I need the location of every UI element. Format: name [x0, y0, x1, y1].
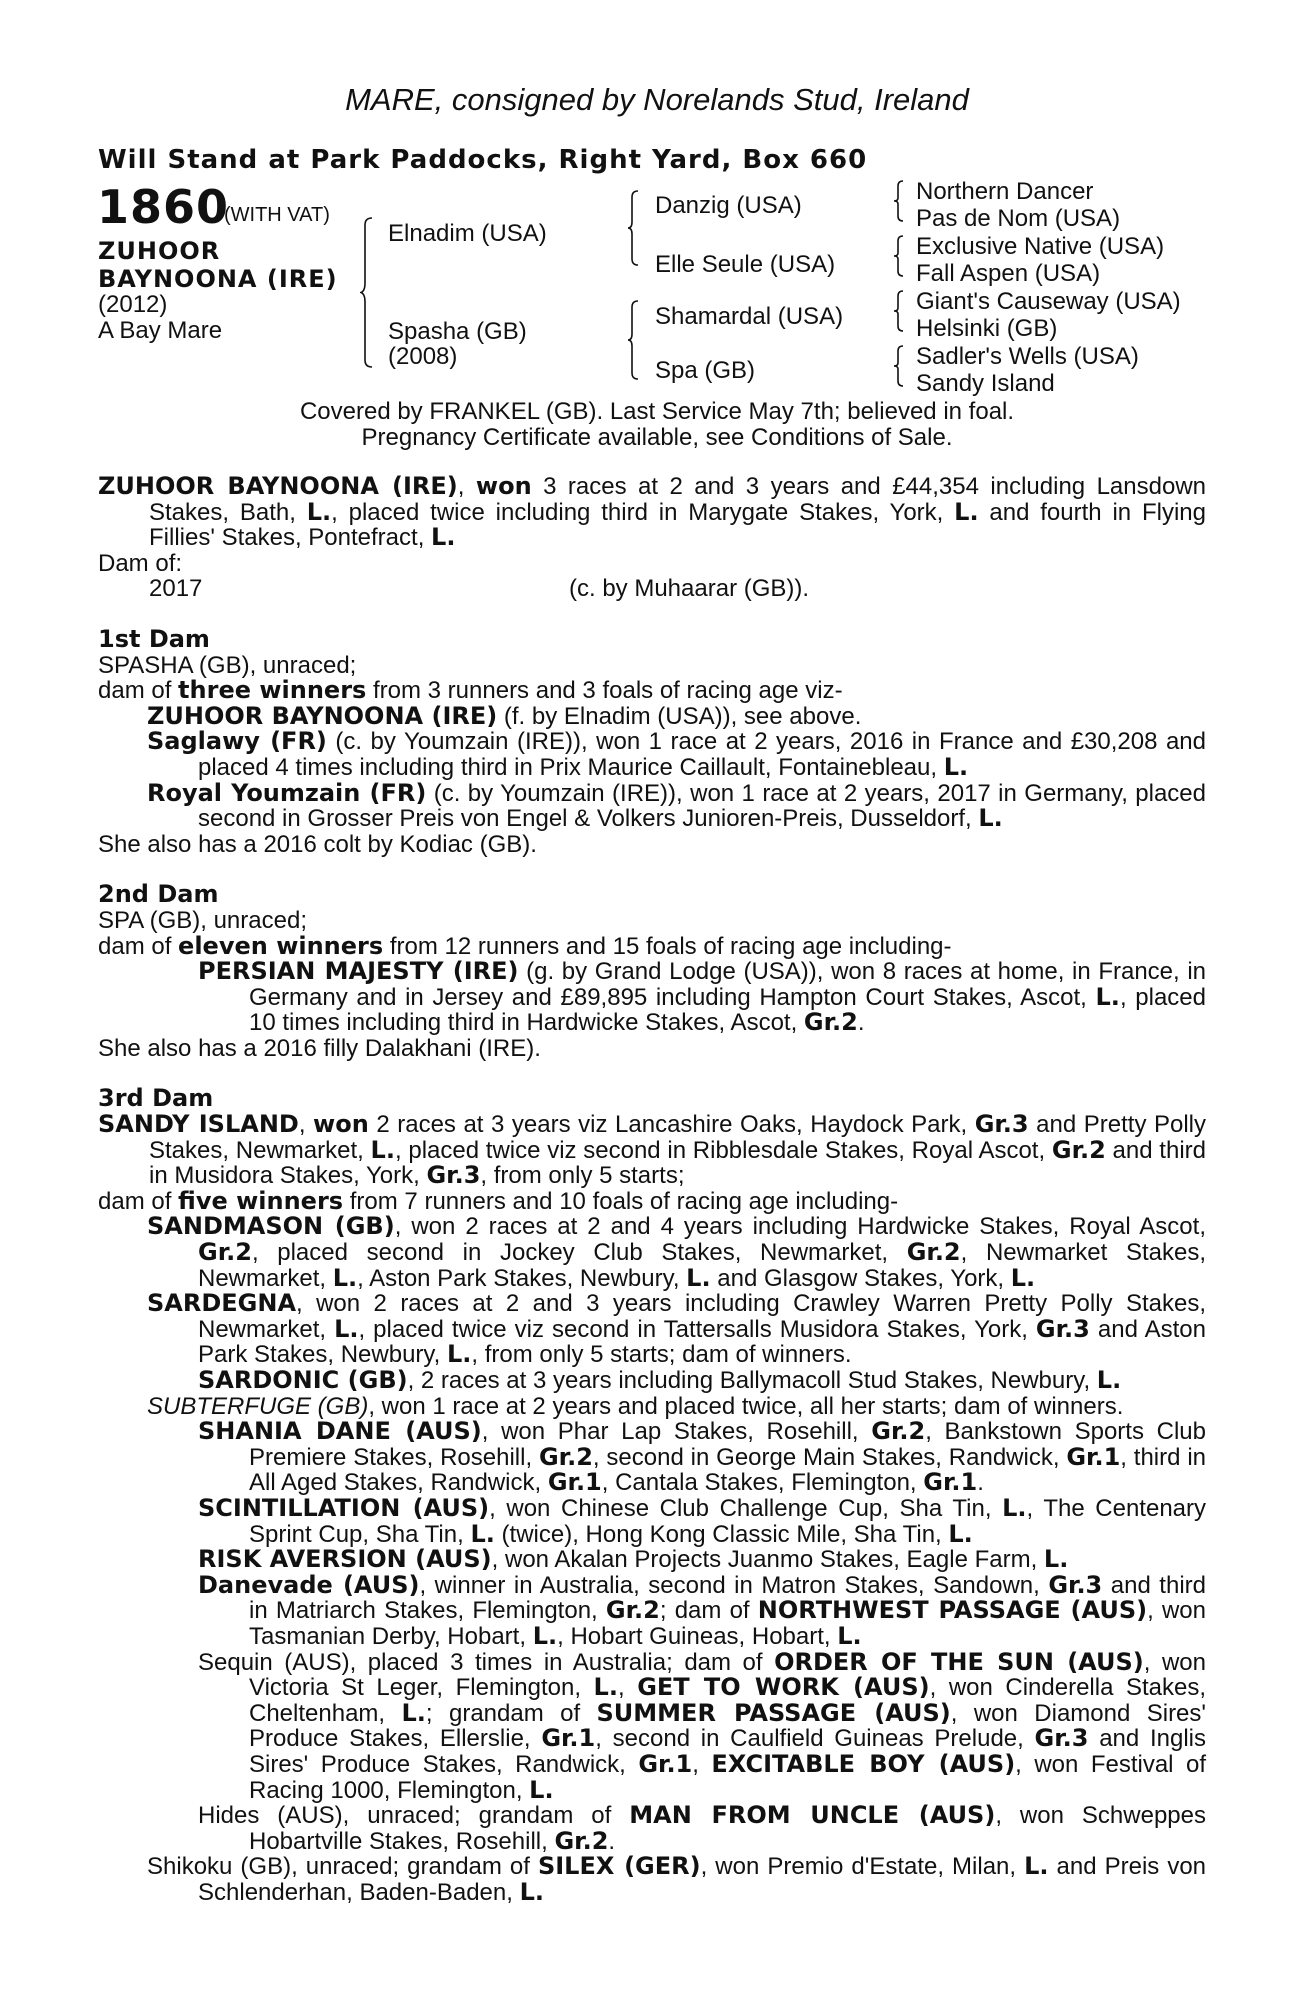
dam-of-label: Dam of: — [98, 549, 183, 577]
third-dam-sequin: Sequin (AUS), placed 3 times in Australia; dam of ORDER OF THE SUN (AUS), won Victoria St Leger, Flemington, L., GET TO WORK (AUS), won Cinderella Stakes, Cheltenham, L.; grandam of SUMMER PASSAGE (AUS), won Diamond Sires' Produce Stakes, Ellerslie, Gr.1, second in Caulfield Guineas Prelude, Gr.3 and Inglis Sires' Produce Stakes, Randwick, Gr.1, EXCITABLE BOY (AUS), won Festival of Racing 1000, Flemington, L. — [198, 1647, 1207, 1804]
pedigree-dam-sire: Shamardal (USA) — [655, 303, 844, 330]
second-dam-line: SPA (GB), unraced; — [98, 906, 307, 934]
produce-2017: 2017 (c. by Muhaarar (GB)). — [149, 575, 810, 603]
first-dam-produce-3: Royal Youmzain (FR) (c. by Youmzain (IRE)), won 1 race at 2 years, 2017 in Germany, placed second in Grosser Preis von Engel & Volkers Junioren-Preis, Dusseldorf, L. — [147, 778, 1206, 833]
second-dam-produce-1: PERSIAN MAJESTY (IRE) (g. by Grand Lodge (USA)), won 8 races at home, in France, in Germany and in Jersey and £89,895 including Hampton Court Stakes, Ascot, L., placed 10 times including third in Hardwicke Stakes, Ascot, Gr.2. — [198, 957, 1206, 1037]
third-dam-heading: 3rd Dam — [98, 1084, 214, 1113]
third-dam-shikoku: Shikoku (GB), unraced; grandam of SILEX (GER), won Premio d'Estate, Milan, L. and Preis von Schlenderhan, Baden-Baden, L. — [147, 1852, 1207, 1906]
pedigree-dds: Sadler's Wells (USA) — [916, 343, 1139, 370]
vat-note: (WITH VAT) — [224, 204, 330, 226]
second-dam-dam-of: dam of eleven winners from 12 runners and 15 foals of racing age including- — [98, 931, 952, 960]
pedigree-dam: Spasha (GB) — [388, 318, 527, 345]
pedigree-dam-dam: Spa (GB) — [655, 357, 756, 384]
first-dam-heading: 1st Dam — [98, 624, 210, 653]
first-dam-line: SPASHA (GB), unraced; — [98, 651, 357, 679]
catalogue-body — [98, 474, 1206, 1905]
first-dam-produce-2: Saglawy (FR) (c. by Youmzain (IRE)), won 1 race at 2 years, 2016 in France and £30,208 and placed 4 times including third in Prix Maurice Caillault, Fontainebleau, L. — [147, 727, 1206, 781]
pedigree-brace-3d — [891, 343, 913, 389]
first-dam-also: She also has a 2016 colt by Kodiac (GB). — [98, 830, 537, 858]
stand-location: Will Stand at Park Paddocks, Right Yard, Box 660 — [98, 145, 868, 175]
pedigree-ssd: Pas de Nom (USA) — [916, 205, 1121, 232]
horse-description: A Bay Mare — [98, 317, 223, 344]
covered-line2: Pregnancy Certificate available, see Conditions of Sale. — [361, 423, 953, 451]
pedigree-dss: Giant's Causeway (USA) — [916, 288, 1181, 315]
third-dam-subterfuge: SUBTERFUGE (GB), won 1 race at 2 years and placed twice, all her starts; dam of winners. — [147, 1392, 1124, 1420]
pedigree-sss: Northern Dancer — [916, 178, 1094, 205]
pedigree-dam-year: (2008) — [388, 343, 458, 370]
third-dam-shania-dane: SHANIA DANE (AUS), won Phar Lap Stakes, Rosehill, Gr.2, Bankstown Sports Club Premiere Stakes, Rosehill, Gr.2, second in George Main Stakes, Randwick, Gr.1, third in All Aged Stakes, Randwick, Gr.1, Cantala Stakes, Flemington, Gr.1. — [198, 1417, 1206, 1497]
second-dam-also: She also has a 2016 filly Dalakhani (IRE). — [98, 1034, 541, 1062]
pedigree-dsd: Helsinki (GB) — [916, 315, 1058, 342]
horse-name-line1: ZUHOOR — [98, 237, 221, 265]
third-dam-risk-aversion: RISK AVERSION (AUS), won Akalan Projects Juanmo Stakes, Eagle Farm, L. — [198, 1545, 1069, 1574]
pedigree-brace-1 — [360, 215, 390, 370]
third-dam-sardonic: SARDONIC (GB), 2 races at 3 years including Ballymacoll Stud Stakes, Newbury, L. — [198, 1366, 1122, 1394]
mare-record: ZUHOOR BAYNOONA (IRE), won 3 races at 2 and 3 years and £44,354 including Lansdown Stakes, Bath, L., placed twice including third in Marygate Stakes, York, L. and fourth in Flying Fillies' Stakes, Pontefract, L. — [98, 472, 1206, 552]
horse-name-line2: BAYNOONA (IRE) — [98, 265, 338, 293]
pedigree-brace-3b — [891, 233, 913, 279]
first-dam-produce-1: ZUHOOR BAYNOONA (IRE) (f. by Elnadim (USA)), see above. — [147, 701, 862, 730]
first-dam-dam-of: dam of three winners from 3 runners and 3 foals of racing age viz- — [98, 676, 843, 705]
third-dam-sardegna: SARDEGNA, won 2 races at 2 and 3 years including Crawley Warren Pretty Polly Stakes, Newmarket, L., placed twice viz second in Tattersalls Musidora Stakes, York, Gr.3 and Aston Park Stakes, Newbury, L., from only 5 starts; dam of winners. — [147, 1289, 1206, 1369]
third-dam-scintillation: SCINTILLATION (AUS), won Chinese Club Challenge Cup, Sha Tin, L., The Centenary Sprint Cup, Sha Tin, L. (twice), Hong Kong Classic Mile, Sha Tin, L. — [198, 1493, 1207, 1548]
third-dam-hides: Hides (AUS), unraced; grandam of MAN FROM UNCLE (AUS), won Schweppes Hobartville Stakes, Rosehill, Gr.2. — [198, 1801, 1206, 1855]
page-title: MARE, consigned by Norelands Stud, Ireland — [345, 82, 969, 117]
horse-year: (2012) — [98, 291, 168, 318]
pedigree-brace-2b — [626, 298, 652, 382]
pedigree-sdd: Fall Aspen (USA) — [916, 260, 1101, 287]
pedigree-sire-dam: Elle Seule (USA) — [655, 251, 836, 278]
pedigree-brace-2a — [626, 188, 652, 268]
third-dam-dam-of: dam of five winners from 7 runners and 10 foals of racing age including- — [98, 1186, 899, 1215]
third-dam-danevade: Danevade (AUS), winner in Australia, second in Matron Stakes, Sandown, Gr.3 and third in Matriarch Stakes, Flemington, Gr.2; dam of NORTHWEST PASSAGE (AUS), won Tasmanian Derby, Hobart, L., Hobart Guineas, Hobart, L. — [198, 1570, 1206, 1650]
pedigree-sire-sire: Danzig (USA) — [655, 192, 802, 219]
pedigree-brace-3a — [891, 178, 913, 224]
pedigree-sds: Exclusive Native (USA) — [916, 233, 1165, 260]
pedigree-brace-3c — [891, 288, 913, 334]
lot-number: 1860 — [97, 180, 230, 234]
pedigree-ddd: Sandy Island — [916, 370, 1055, 397]
second-dam-heading: 2nd Dam — [98, 880, 219, 909]
pedigree-sire: Elnadim (USA) — [388, 220, 547, 247]
third-dam-sandmason: SANDMASON (GB), won 2 races at 2 and 4 years including Hardwicke Stakes, Royal Ascot, Gr.2, placed second in Jockey Club Stakes, Newmarket, Gr.2, Newmarket Stakes, Newmarket, L., Aston Park Stakes, Newbury, L. and Glasgow Stakes, York, L. — [147, 1212, 1206, 1292]
third-dam-sandy-island: SANDY ISLAND, won 2 races at 3 years viz Lancashire Oaks, Haydock Park, Gr.3 and Pretty Polly Stakes, Newmarket, L., placed twice viz second in Ribblesdale Stakes, Royal Ascot, Gr.2 and third in Musidora Stakes, York, Gr.3, from only 5 starts; — [98, 1110, 1207, 1190]
covered-line1: Covered by FRANKEL (GB). Last Service May 7th; believed in foal. — [299, 398, 1015, 425]
